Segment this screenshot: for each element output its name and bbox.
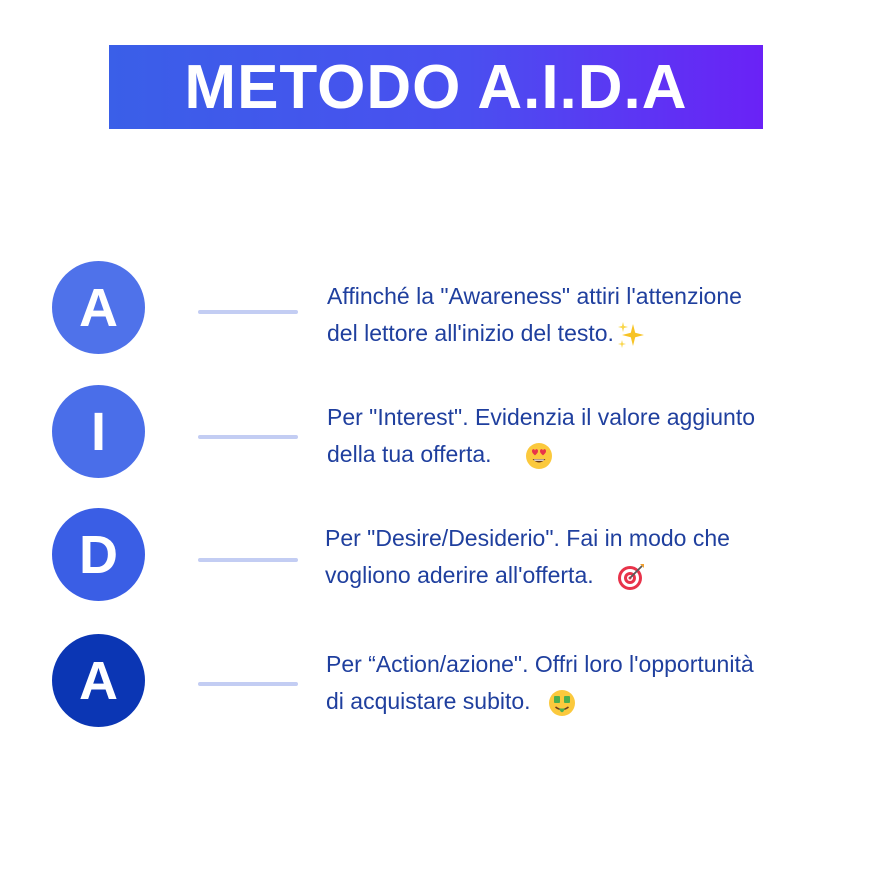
connector-line	[198, 435, 298, 439]
page-title: METODO A.I.D.A	[184, 52, 688, 122]
step-letter-circle: D	[52, 508, 145, 601]
step-letter-circle: I	[52, 385, 145, 478]
money-face-icon	[547, 688, 577, 718]
step-letter-circle: A	[52, 261, 145, 354]
connector-line	[198, 682, 298, 686]
step-desire	[0, 509, 872, 609]
step-description-line: Per "Interest". Evidenzia il valore aggiunto	[327, 404, 756, 430]
step-letter-circle: A	[52, 634, 145, 727]
step-description	[325, 520, 730, 594]
connector-line	[198, 558, 298, 562]
sparkles-icon	[616, 320, 646, 350]
title-banner	[109, 45, 763, 129]
step-action	[0, 634, 872, 734]
step-description-line: Affinché la "Awareness" attiri l'attenzione	[327, 283, 742, 309]
step-description-line: della tua offerta.	[327, 441, 492, 467]
step-awareness	[0, 262, 872, 362]
connector-line	[198, 310, 298, 314]
target-icon	[616, 562, 646, 592]
heart-eyes-icon	[524, 441, 554, 471]
step-description-line: Per "Desire/Desiderio". Fai in modo che	[325, 525, 730, 551]
step-description	[327, 278, 742, 352]
step-description	[327, 399, 755, 473]
step-description-line: vogliono aderire all'offerta.	[325, 562, 594, 588]
step-description-line: di acquistare subito.	[326, 688, 531, 714]
step-description-line: del lettore all'inizio del testo.	[327, 320, 614, 346]
step-description-line: Per “Action/azione". Offri loro l'opportunità	[326, 651, 754, 677]
step-description	[326, 646, 754, 720]
step-interest	[0, 385, 872, 485]
